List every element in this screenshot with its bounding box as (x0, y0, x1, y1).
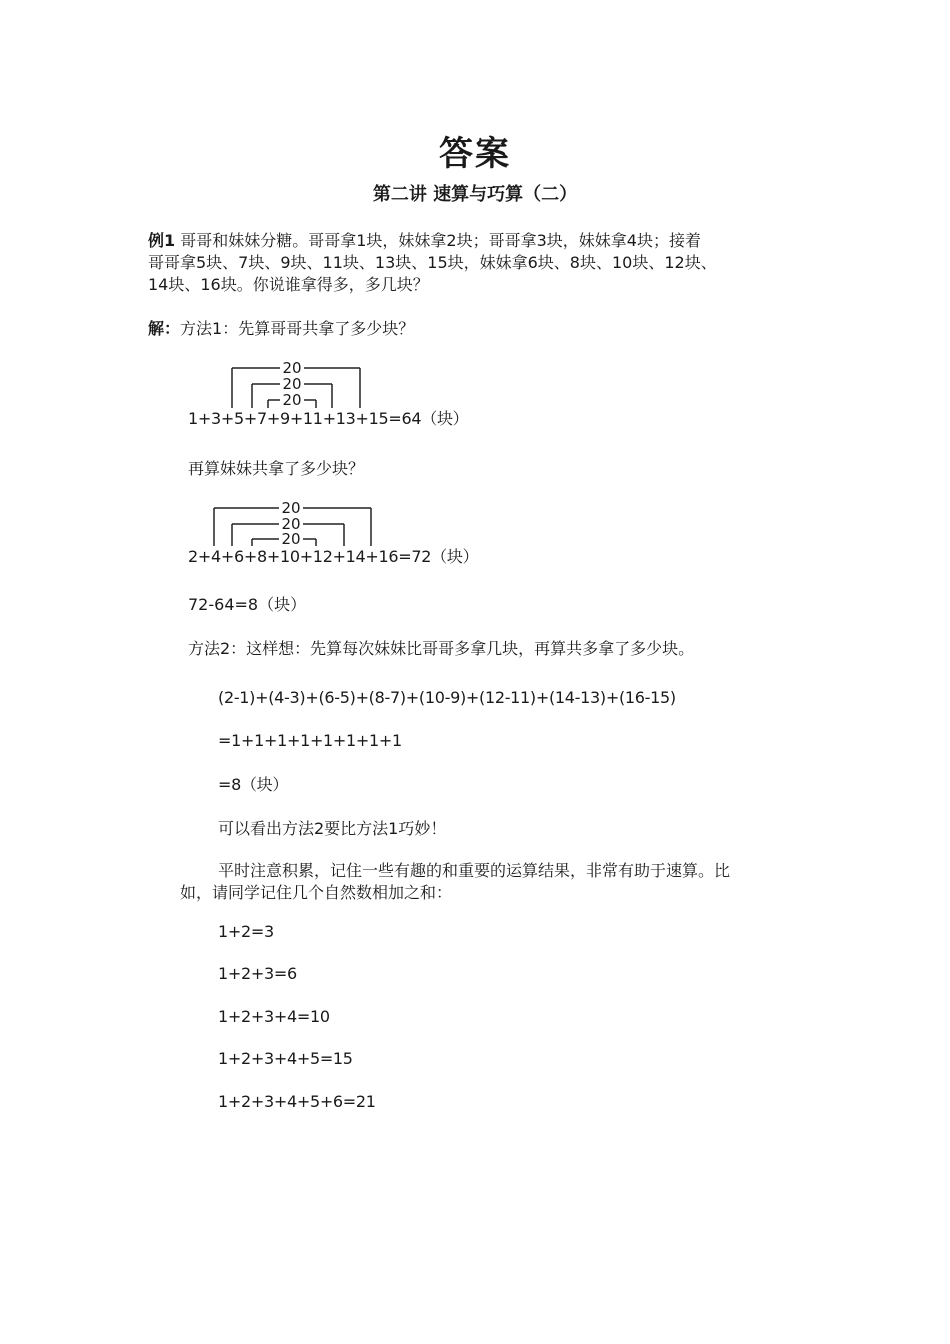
method2-step-2: =1+1+1+1+1+1+1+1 (218, 731, 402, 750)
tip-line-1: 平时注意积累，记住一些有趣的和重要的运算结果，非常有助于速算。比 (218, 861, 731, 880)
method1-intro: 方法1：先算哥哥共拿了多少块？ (180, 319, 415, 338)
sum-item: 1+2+3+4=10 (218, 1007, 330, 1026)
sum-item: 1+2+3=6 (218, 964, 297, 983)
sum-item: 1+2+3+4+5+6=21 (218, 1092, 376, 1111)
sister-equation: 2+4+6+8+10+12+14+16=72（块） (188, 547, 479, 566)
sum-item: 1+2=3 (218, 922, 274, 941)
lecture-subtitle: 第二讲 速算与巧算（二） (372, 184, 578, 205)
brother-middle-sum: 20 (282, 375, 302, 393)
method2-step-1: (2-1)+(4-3)+(6-5)+(8-7)+(10-9)+(12-11)+(14-13)+(16-15) (218, 688, 676, 707)
sister-inner-sum: 20 (281, 530, 301, 548)
example-label: 例1 (148, 231, 176, 250)
example-line-3: 14块、16块。你说谁拿得多，多几块？ (148, 275, 429, 294)
example-line-2: 哥哥拿5块、7块、9块、11块、13块、15块，妹妹拿6块、8块、10块、12块、 (148, 253, 717, 272)
page-title: 答案 (439, 134, 511, 174)
difference-equation: 72-64=8（块） (188, 595, 307, 614)
conclusion: 可以看出方法2要比方法1巧妙！ (218, 819, 447, 838)
solution-label: 解： (148, 319, 181, 338)
method2-intro: 方法2：这样想：先算每次妹妹比哥哥多拿几块，再算共多拿了多少块。 (188, 639, 695, 658)
sister-intro: 再算妹妹共拿了多少块？ (188, 459, 365, 478)
sum-item: 1+2+3+4+5=15 (218, 1049, 353, 1068)
sister-outer-sum: 20 (281, 499, 301, 517)
tip-line-2: 如，请同学记住几个自然数相加之和： (180, 883, 453, 902)
example-text-1: 哥哥和妹妹分糖。哥哥拿1块，妹妹拿2块；哥哥拿3块，妹妹拿4块；接着 (180, 231, 701, 250)
method2-step-3: =8（块） (218, 775, 289, 794)
sister-middle-sum: 20 (281, 515, 301, 533)
brother-inner-sum: 20 (282, 391, 302, 409)
brother-equation: 1+3+5+7+9+11+13+15=64（块） (188, 409, 469, 428)
brother-outer-sum: 20 (282, 359, 302, 377)
